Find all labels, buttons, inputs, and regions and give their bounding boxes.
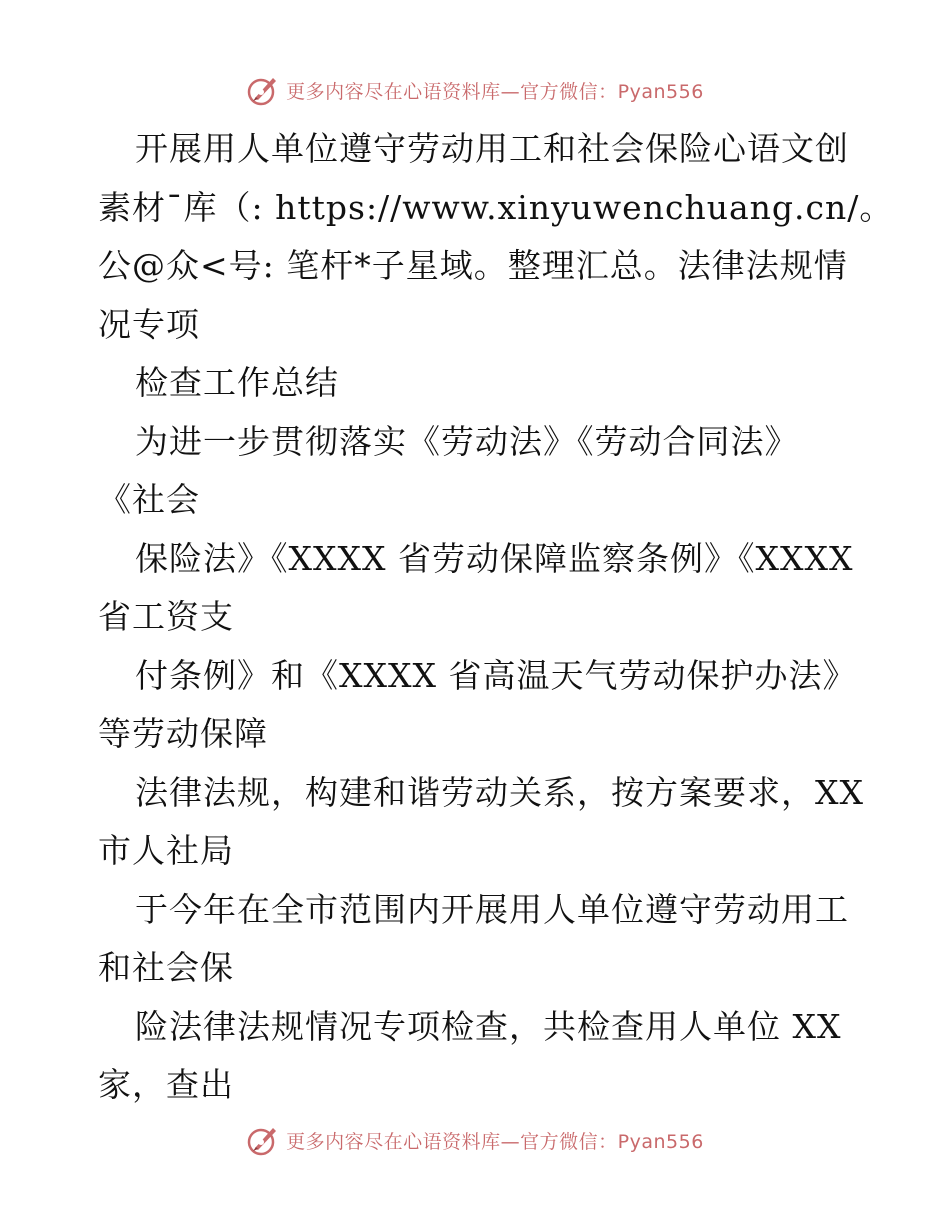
watermark-text: 更多内容尽在心语资料库—官方微信：Pyan556 xyxy=(286,80,704,103)
quill-logo-icon xyxy=(246,1123,280,1157)
text-line: 和社会保 xyxy=(98,948,234,987)
text-line: 等劳动保障 xyxy=(98,714,268,753)
text-line: 省工资支 xyxy=(98,597,234,636)
text-line: 险法律法规情况专项检查，共检查用人单位 XX xyxy=(135,1006,842,1046)
text-line: 付条例》和《XXXX 省高温天气劳动保护办法》 xyxy=(135,655,857,695)
text-line: 开展用人单位遵守劳动用工和社会保险心语文创 xyxy=(135,129,849,168)
quill-logo-icon xyxy=(246,73,280,107)
document-body xyxy=(98,120,894,1115)
text-line: 况专项 xyxy=(98,304,200,344)
text-line: 市人社局 xyxy=(98,831,234,870)
text-line: 公@众<号: 笔杆*子星域。整理汇总。法律法规情 xyxy=(98,246,848,285)
text-line: 家，查出 xyxy=(98,1065,234,1104)
watermark-text: 更多内容尽在心语资料库—官方微信：Pyan556 xyxy=(286,1130,704,1153)
text-line: 《社会 xyxy=(98,480,200,519)
header-watermark xyxy=(0,70,950,110)
text-line: 于今年在全市范围内开展用人单位遵守劳动用工 xyxy=(135,889,849,929)
text-line: 为进一步贯彻落实《劳动法》《劳动合同法》 xyxy=(135,421,799,461)
text-line: 保险法》《XXXX 省劳动保障监察条例》《XXXX xyxy=(135,538,854,578)
text-line: 检查工作总结 xyxy=(135,363,339,402)
text-line: 法律法规，构建和谐劳动关系，按方案要求，XX xyxy=(135,772,864,812)
footer-watermark xyxy=(0,1120,950,1160)
text-line: 素材¯库（: https://www.xinyuwenchuang.cn/。 xyxy=(98,187,894,227)
